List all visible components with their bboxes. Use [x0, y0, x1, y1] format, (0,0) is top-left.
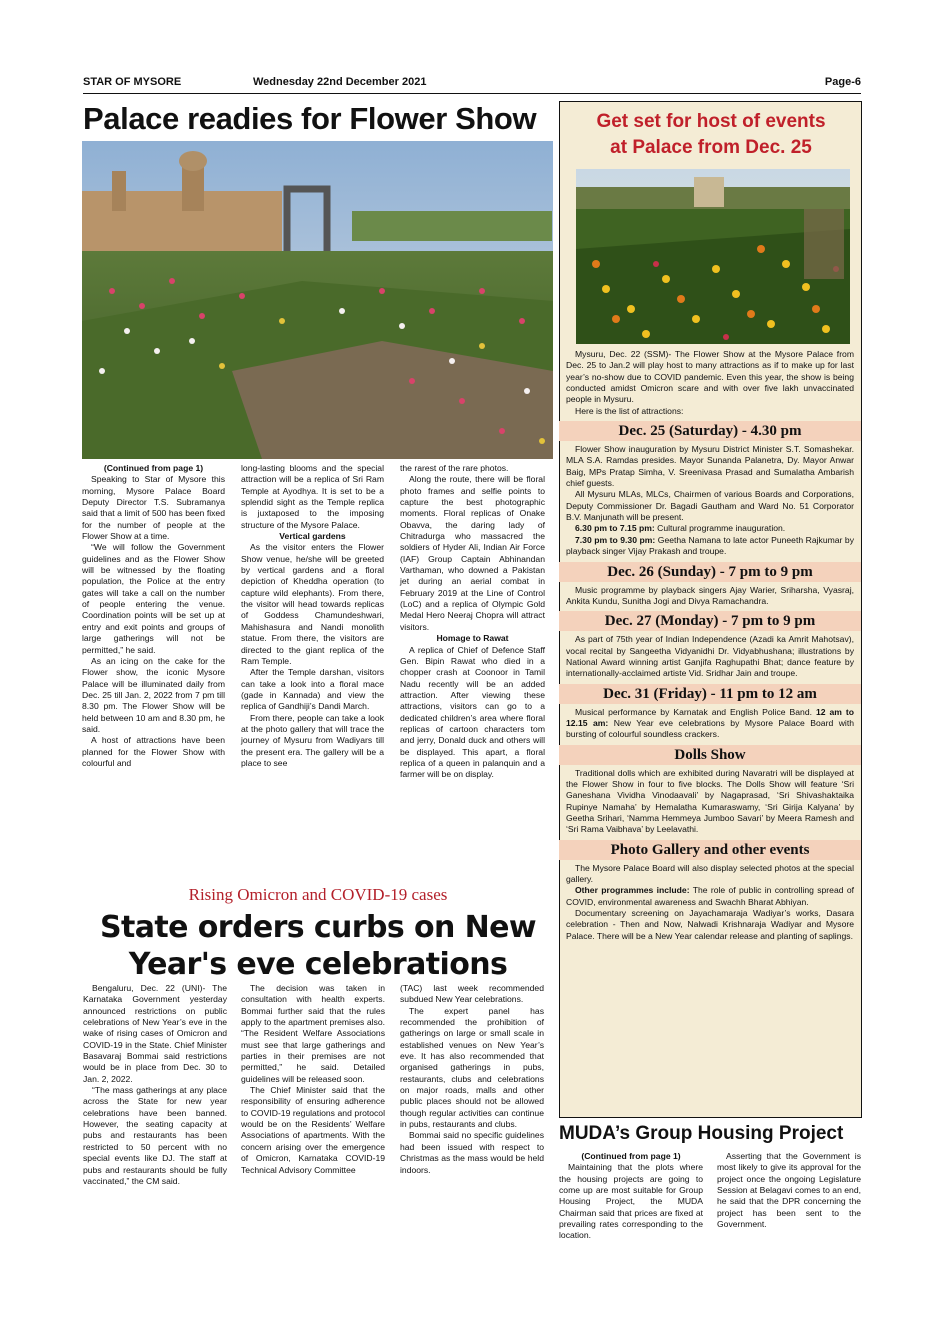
palace-garden-photo: [576, 169, 850, 344]
paragraph: “We will follow the Government guidelines and as the Flower Show will be witnessed by the floating population, the Police at the entry gates will take a call on the number of people entering the venue. Coordination points will be set up at entry and exit points and groups of large gatherings will not be permitted,” he said.: [82, 542, 225, 655]
paragraph: the rarest of the rare photos.: [400, 463, 509, 473]
time-label: 12 am to 12.15 am:: [566, 706, 854, 728]
section-bar-dec26: Dec. 26 (Sunday) - 7 pm to 9 pm: [559, 562, 861, 582]
muda-headline: MUDA’s Group Housing Project: [559, 1123, 844, 1144]
paragraph: [566, 707, 854, 741]
paragraph: (TAC) last week recommended subdued New Year celebrations.: [400, 983, 544, 1005]
page-number: Page-6: [824, 76, 861, 88]
flower-show-column-1: [82, 463, 225, 769]
paragraph: As the visitor enters the Flower Show venue, he/she will be greeted by vertical gardens and a floral depiction of Kheddha operation (to capture wild elephants). From there, the visitor will head towards replicas of Goddess Chamundeshwari, Mahishasura and Nandi monolith statue. From there, the visitors are directed to the giant replica of the Ram Temple.: [241, 542, 384, 666]
paragraph: Traditional dolls which are exhibited during Navaratri will be displayed at the Flower Show in four to five blocks. The Dolls Show will feature ‘Sri Ganeshana Vividha Vinodaavali’ by Nagaprasad, ‘Sri Shivashaktaika Rupinye Namaha’ by Hemalatha Kumaraswamy, ‘Sri Girija Kalyana’ by Geetha Srihari, ‘Namma Hemmeya Jumboo Savari’ by Meera Ramesh and ‘Sri Rama Vaibhava’ by Leelavathi.: [566, 767, 854, 835]
paragraph: [566, 885, 854, 908]
paragraph: [566, 535, 854, 558]
paragraph: As part of 75th year of Indian Independence (Azadi ka Amrit Mahotsav), vocal recital by Sangeetha Vidyanidhi Dr. Vidyabhushana; illustrations by National Award winning artist Ganjifa Raghupathi Bhat; dance feature by internationally-acclaimed artiste Vid. Sridhar Jain and troupe.: [566, 634, 854, 679]
paragraph: The Chief Minister said that the responsibility of ensuring adherence to COVID-19 regulations and protocol would be on the Residents’ Welfare Associations of apartments. With the concern arising over the emergence of Omicron, Karnataka COVID-19 Technical Advisory Committee: [241, 1085, 385, 1175]
title-line-2: at Palace from Dec. 25: [610, 137, 812, 158]
event-text: New Year eve celebrations by Mysore Palace Board with bursting of colourful soundless crackers.: [566, 717, 854, 740]
subhead: Vertical gardens: [279, 531, 346, 542]
paragraph: (Continued from page 1): [103, 463, 204, 473]
paragraph: The Mysore Palace Board will also display selected photos at the special gallery.: [566, 862, 854, 884]
curbs-headline: [83, 909, 553, 983]
flower-show-headline: Palace readies for Flower Show: [83, 101, 537, 136]
page-header: [83, 76, 861, 92]
section-bar-dec27: Dec. 27 (Monday) - 7 pm to 9 pm: [559, 611, 861, 631]
event-text: Musical performance by Karnatak and English Police Band.: [575, 706, 816, 717]
headline-line-2: Year's eve celebrations: [128, 947, 508, 982]
flower-show-column-2: [241, 463, 384, 769]
headline-line-1: State orders curbs on New: [100, 910, 536, 945]
events-box-text: [566, 349, 854, 942]
paragraph: [566, 523, 854, 534]
time-label: 7.30 pm to 9.30 pm:: [575, 534, 656, 545]
section-bar-gallery: Photo Gallery and other events: [559, 840, 861, 860]
paragraph: A replica of Chief of Defence Staff Gen. Bipin Rawat who died in a chopper crash at Coonoor in Tamil Nadu recently will be an added attraction. After viewing these attractions, visitors can go to a dedicated children’s area where floral replicas of cartoon characters tom and jerry, Donald duck and others will be displayed. This apart, a floral replica of a queen in palanquin and a farmer will be on display.: [400, 644, 545, 780]
paragraph: The decision was taken in consultation with health experts. Bommai further said that the rules apply to the apartment premises also. “The Resident Welfare Associations must see that large gatherings and parties in their premises are not permitted,” he said. Detailed guidelines will be released soon.: [241, 983, 385, 1084]
curbs-column-2: [241, 983, 385, 1176]
event-text: The role of public in controlling spread of COVID, environmental awareness and Swachh Bharat Abhiyan.: [566, 885, 854, 907]
paragraph: Flower Show inauguration by Mysuru District Minister S.T. Somashekar. MLA S.A. Ramdas presides. Mayor Sunanda Palanetra, Dy. Mayor Anwar Baig, MPs Pratap Simha, V. Sreenivasa Prasad and Sumalatha Ambarish chief guests.: [566, 444, 854, 489]
paragraph: Asserting that the Government is most likely to give its approval for the project once the ongoing Legislature Session at Belagavi comes to an end, he said that the DPR concerning the project has been sent to the Government.: [717, 1151, 861, 1230]
subhead: Homage to Rawat: [436, 633, 509, 644]
section-bar-dolls: Dolls Show: [559, 745, 861, 765]
paragraph: long-lasting blooms and the special attraction will be a replica of Sri Ram Temple at Ayodhya. It is set to be a splendid sight as the Temple replica is juxtaposed to the imposing structure of the Mysore Palace.: [241, 463, 384, 530]
paragraph: All Mysuru MLAs, MLCs, Chairmen of various Boards and Corporations, Deputy Commissioner Dr. Bagadi Gautham and Ward No. 51 Corporator B.V. Manjunath will be present.: [566, 489, 854, 523]
curbs-column-1: [83, 983, 227, 1187]
paragraph: (Continued from page 1): [581, 1151, 681, 1161]
curbs-column-3: [400, 983, 544, 1176]
bold-lead: Other programmes include:: [575, 885, 690, 896]
muda-column-2: [717, 1151, 861, 1230]
paragraph: Bommai said no specific guidelines had been issued with respect to Christmas as the mass would be held indoors.: [400, 1130, 544, 1175]
title-line-1: Get set for host of events: [596, 111, 826, 132]
paragraph: Along the route, there will be floral photo frames and selfie points to capture the best photographic moments. Floral replicas of Onake Obavva, the daring lady of Chitradurga who massacred the soldiers of Hyder Ali, Indian Air Force (IAF) Group Captain Abhinandan Varthaman, who downed a Pakistan jet during an aerial combat in February 2019 at the Line of Control (LoC) and a replica of Olympic Gold Medal Hero Neeraj Chopra will attract visitors.: [400, 474, 545, 632]
section-bar-dec31: Dec. 31 (Friday) - 11 pm to 12 am: [559, 684, 861, 704]
paragraph: A host of attractions have been planned for the Flower Show with colourful and: [82, 735, 225, 768]
paragraph: Bengaluru, Dec. 22 (UNI)- The Karnataka Government yesterday announced restrictions on public celebrations of New Year’s eve in the wake of rising cases of Omicron and COVID-19 in the State. Chief Minister Basavaraj Bommai said restrictions would be in place from Dec. 30 to Jan. 2, 2022.: [83, 983, 227, 1084]
time-label: 6.30 pm to 7.15 pm:: [575, 523, 655, 534]
muda-column-1: [559, 1151, 703, 1242]
paragraph: The expert panel has recommended the prohibition of gatherings on large or small scale in established venues on New Year’s eve. It has also recommended that organised gatherings in pubs, restaurants, clubs and celebrations on major roads, malls and other public places should not be allowed though regular activities can continue in pubs, restaurants and clubs.: [400, 1005, 544, 1130]
paragraph: Speaking to Star of Mysore this morning, Mysore Palace Board Deputy Director T.S. Subramanya said that a limit of 500 has been fixed for the number of people at the Flower Show at a time.: [82, 474, 225, 542]
paragraph: Maintaining that the plots where the housing projects are going to come up are most suitable for Group Housing Project, the MUDA Chairman said that prices are fixed at prevailing rates corresponding to the location.: [559, 1162, 703, 1241]
paragraph: As an icing on the cake for the Flower show, the iconic Mysore Palace will be illuminated daily from Dec. 25 till Jan. 2, 2022 from 7 pm till 8.30 pm. The Flower Show will be held between 10 am and 8.30 pm, he said.: [82, 655, 225, 734]
paragraph: Mysuru, Dec. 22 (SSM)- The Flower Show at the Mysore Palace from Dec. 25 to Jan.2 will play host to many attractions as if to make up for last year’s no-show due to COVID pandemic. Even this year, the show is being conducted amidst Omicron scare and with over five lakh unvaccinated people in Mysuru.: [566, 349, 854, 405]
paper-name: STAR OF MYSORE: [83, 76, 182, 88]
flower-show-photo: [82, 141, 553, 459]
issue-date: Wednesday 22nd December 2021: [253, 76, 427, 88]
paragraph: From there, people can take a look at the photo gallery that will trace the journey of Mysuru from Wadiyars till the present era. The gallery will be a place to see: [241, 712, 384, 768]
event-text: Cultural programme inauguration.: [654, 523, 786, 534]
paragraph: Music programme by playback singers Ajay Warier, Sriharsha, Vyasraj, Ankita Kundu, Sunitha Jogi and Divya Ramachandra.: [566, 584, 854, 606]
flower-show-column-3: [400, 463, 545, 781]
events-box-title: [566, 109, 856, 161]
paragraph: “The mass gatherings at any place across the State for new year celebrations have been banned. However, the seating capacity at pubs and restaurants has been restricted to 50 percent with no special events like DJ. The staff at pubs and restaurants should be fully vaccinated,” the CM said.: [83, 1085, 227, 1186]
omicron-kicker: Rising Omicron and COVID-19 cases: [188, 885, 448, 904]
paragraph: Documentary screening on Jayachamaraja Wadiyar’s works, Dasara celebration - Then and Now, Nalwadi Krishnaraja Wadiyar and Mysore Palace. There will be a New Year calendar release and planting of saplings.: [566, 908, 854, 941]
header-rule: [83, 93, 861, 94]
section-bar-dec25: Dec. 25 (Saturday) - 4.30 pm: [559, 421, 861, 441]
event-text: Geetha Namana to late actor Puneeth Rajkumar by playback singer Vijay Prakash and troupe.: [566, 534, 854, 557]
paragraph: After the Temple darshan, visitors can take a look into a floral mace (gade in Kannada) and view the replica of Gandhiji’s Dandi March.: [241, 667, 384, 712]
paragraph: Here is the list of attractions:: [575, 405, 684, 416]
